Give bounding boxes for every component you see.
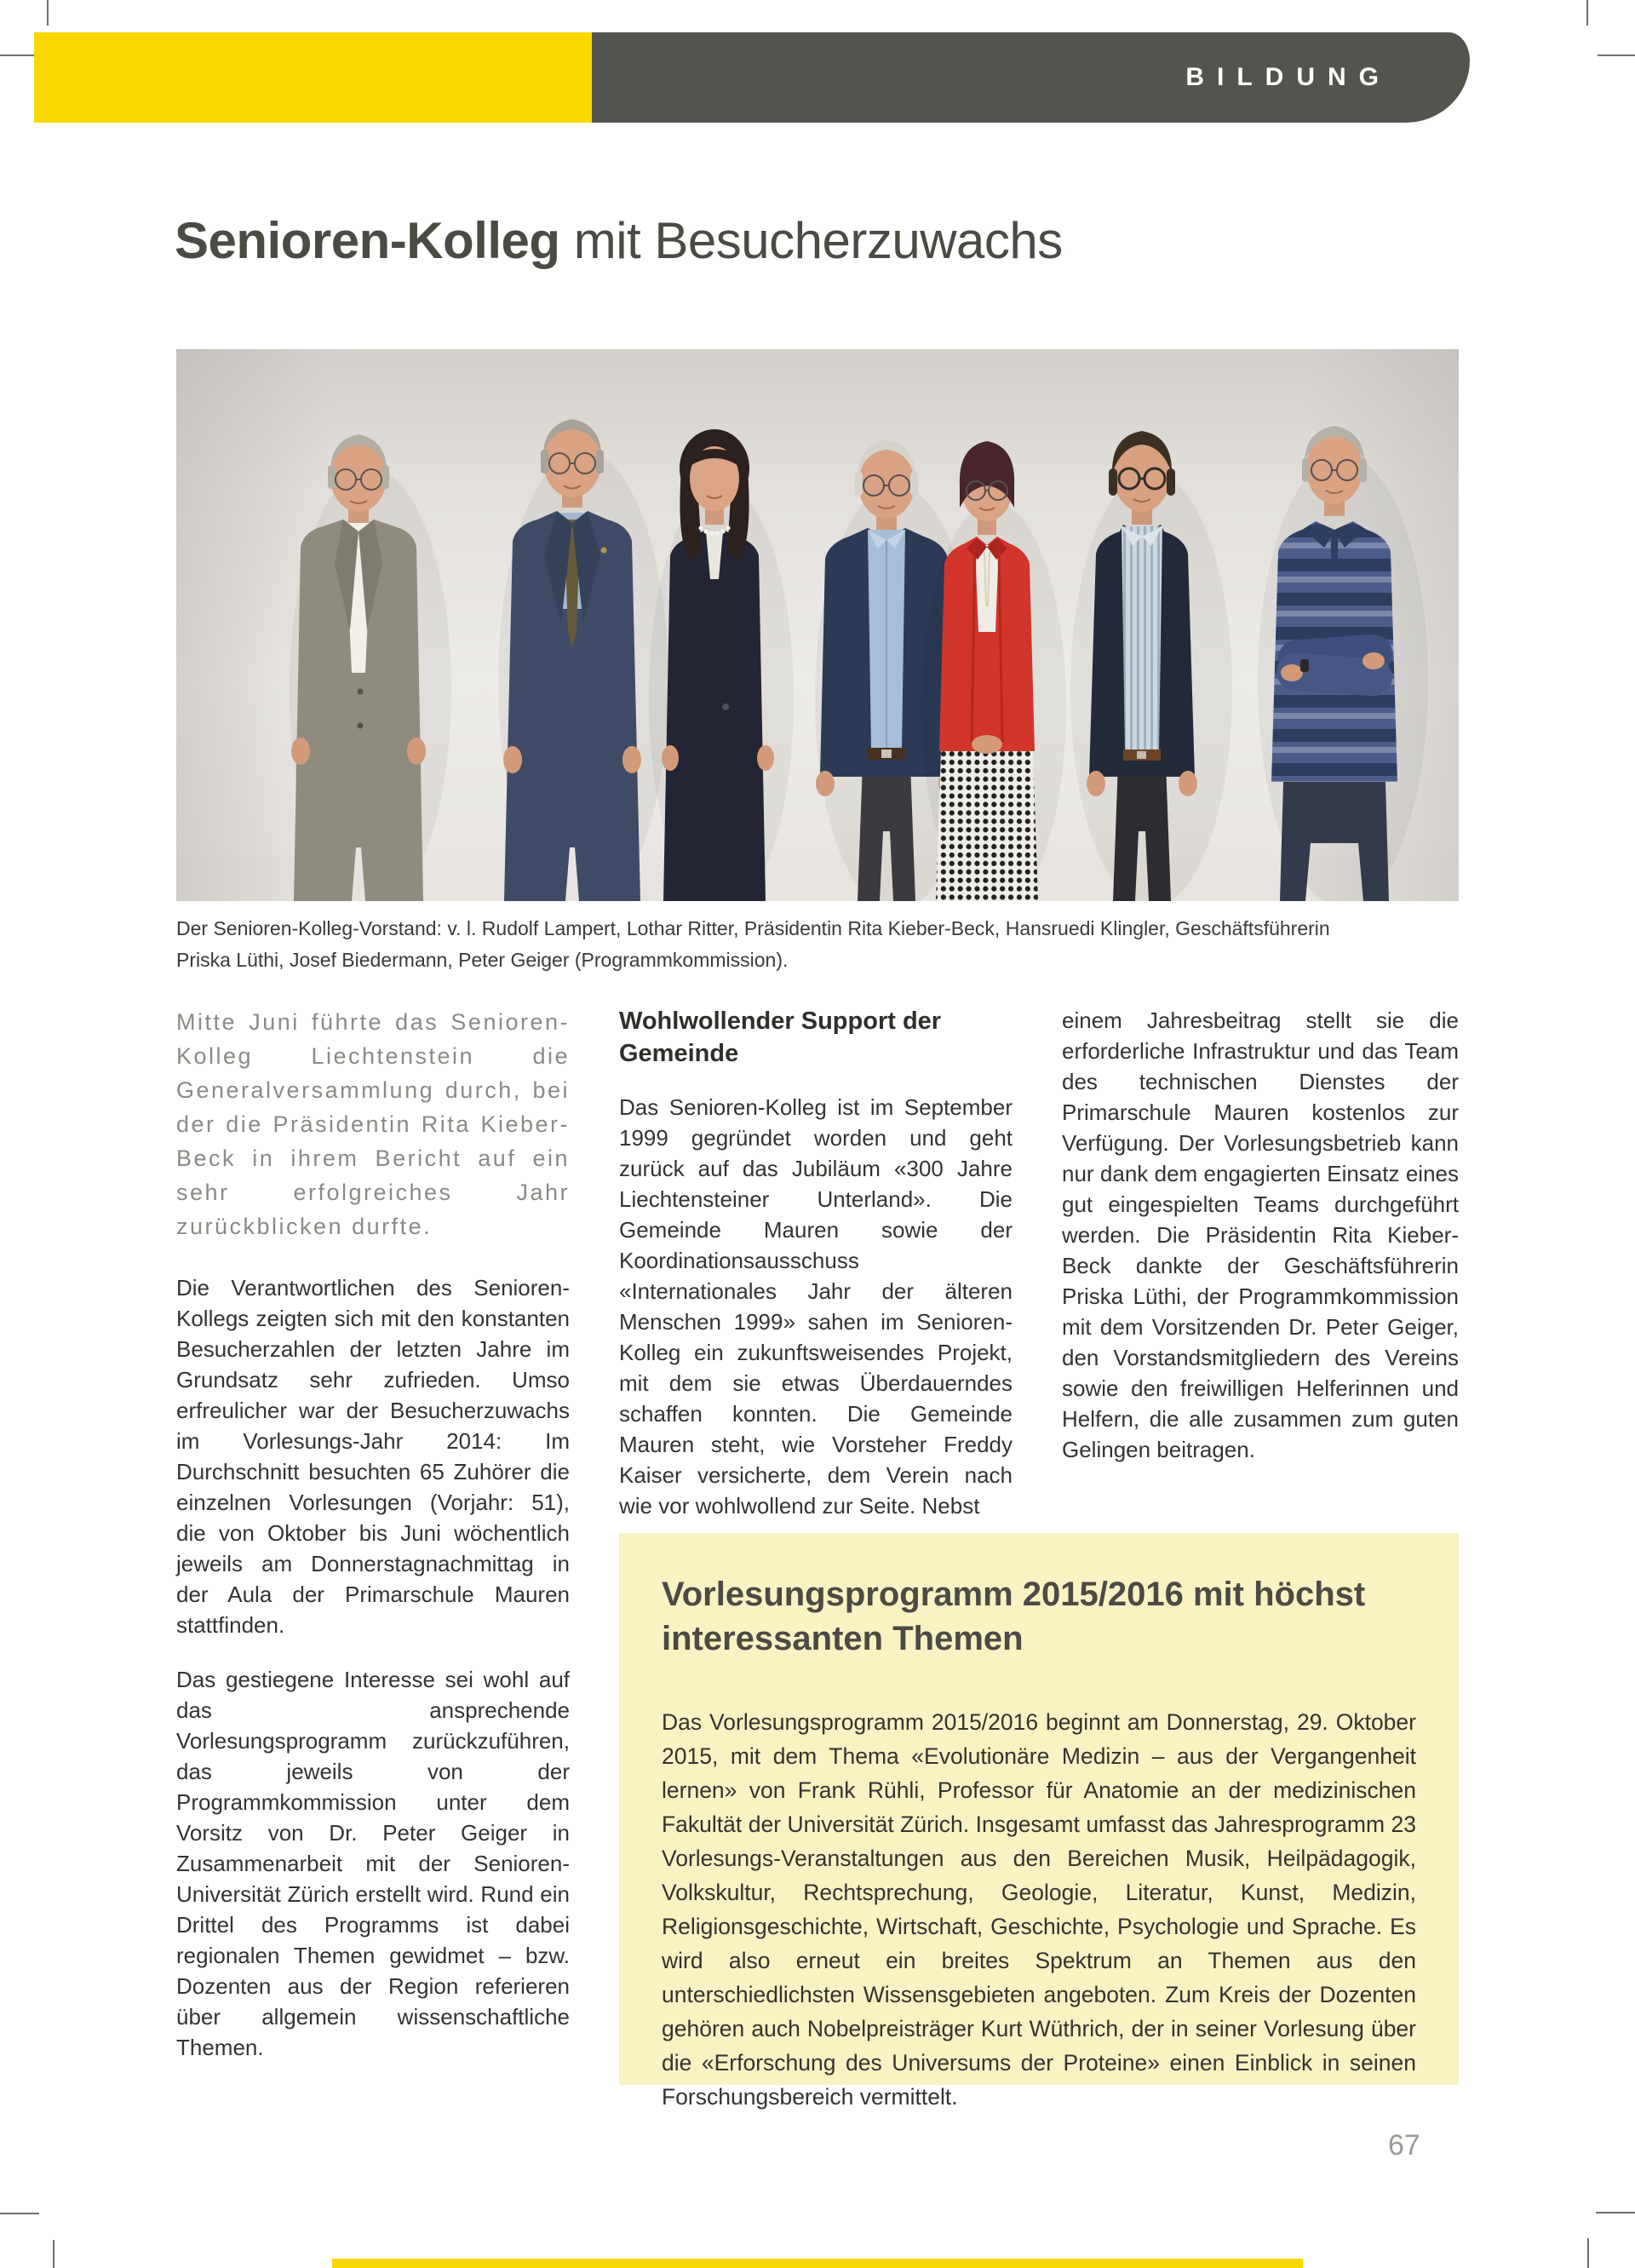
header-section-bar — [592, 32, 1470, 123]
header-yellow-bar — [34, 32, 592, 123]
board-photo — [176, 349, 1459, 901]
infobox-heading: Vorlesungsprogramm 2015/2016 mit höchst interessanten Themen — [662, 1576, 1366, 1657]
crop-mark-top-right — [1586, 0, 1588, 26]
article-paragraph: Das Senioren-Kolleg ist im September 1999 gegründet worden und geht zurück auf das Jubiläum «300 Jahre Liechtensteiner Unterland». Die Gemeinde Mauren sowie der Koordinationsausschuss «Internationales Jahr der älteren Menschen 1999» sahen im Senioren-Kolleg ein zukunftsweisendes Projekt, mit dem sie etwas Überdauerndes schaffen konnten. Die Gemeinde Mauren steht, wie Vorsteher Freddy Kaiser versicherte, dem Verein nach wie vor wohlwollend zur Seite. Nebst — [619, 1094, 1013, 1519]
section-label: BILDUNG — [1185, 63, 1391, 91]
program-infobox — [619, 1533, 1459, 2110]
article-column-2 — [619, 1005, 1013, 1545]
page-title-bold: Senioren-Kolleg — [175, 212, 560, 269]
infobox-body: Das Vorlesungsprogramm 2015/2016 beginnt am Donnerstag, 29. Oktober 2015, mit dem Thema «Evolutionäre Medizin – aus der Vergangenheit lernen» von Frank Rühli, Professor für Anatomie an der medizinischen Fakultät der Universität Zürich. Insgesamt umfasst das Jahresprogramm 23 Vorlesungs-Veranstaltungen aus den Bereichen Musik, Heilpädagogik, Volkskultur, Rechtsprechung, Geologie, Literatur, Kunst, Medizin, Religionsgeschichte, Wirtschaft, Geschichte, Psychologie und Sprache. Es wird also erneut ein breites Spektrum an Themen aus den unterschiedlichsten Wissensgebieten angeboten. Zum Kreis der Dozenten gehören auch Nobelpreisträger Kurt Wüthrich, der in seiner Vorlesung über die «Erforschung des Universums der Proteine» einen Einblick in seinen Forschungsbereich vermittelt. — [662, 1709, 1416, 2110]
article-column-1 — [176, 1005, 570, 2087]
crop-mark-top-left — [47, 0, 49, 26]
page-title-light: mit Besucherzuwachs — [559, 212, 1063, 269]
crop-mark-left-top — [0, 55, 37, 56]
crop-mark-left-bottom — [0, 2213, 39, 2214]
wristwatch — [1300, 659, 1309, 672]
crop-mark-right-top — [1598, 55, 1635, 56]
crop-mark-right-bottom — [1596, 2212, 1635, 2213]
crop-mark-bottom-left — [53, 2240, 54, 2268]
crop-mark-bottom-right — [1587, 2238, 1589, 2268]
subheading-support: Wohlwollender Support der Gemeinde — [619, 1008, 942, 1067]
page-number: 67 — [1388, 2129, 1420, 2162]
article-paragraph: Die Verantwortlichen des Senioren-Kollegs zeigten sich mit den konstanten Besucherzahlen der letzten Jahre im Grundsatz sehr zufrieden. Umso erfreulicher war der Besucherzuwachs im Vorlesungs-Jahr 2014: Im Durchschnitt besuchten 65 Zuhörer die einzelnen Vorlesungen (Vorjahr: 51), die von Oktober bis Juni wöchentlich jeweils am Donnerstagnachmittag in der Aula der Primarschule Mauren stattfinden. — [176, 1275, 570, 1638]
article-column-3 — [1062, 1005, 1459, 1489]
bottom-yellow-strip — [332, 2259, 1303, 2268]
photo-caption — [176, 913, 1462, 976]
caption-line-1: Der Senioren-Kolleg-Vorstand: v. l. Rudolf Lampert, Lothar Ritter, Präsidentin Rita Kieber-Beck, Hansruedi Klingler, Geschäftsführerin — [176, 917, 1330, 939]
article-paragraph: Das gestiegene Interesse sei wohl auf das ansprechende Vorlesungsprogramm zurückzuführen, das jeweils von der Programmkommission unter dem Vorsitz von Dr. Peter Geiger in Zusammenarbeit mit der Senioren-Universität Zürich erstellt wird. Rund ein Drittel des Programms ist dabei regionalen Themen gewidmet – bzw. Dozenten aus der Region referieren über allgemein wissenschaftliche Themen. — [176, 1667, 570, 2060]
article-paragraph: einem Jahresbeitrag stellt sie die erforderliche Infrastruktur und das Team des technischen Dienstes der Primarschule Mauren kostenlos zur Verfügung. Der Vorlesungsbetrieb kann nur dank dem engagierten Einsatz eines gut eingespielten Teams durchgeführt werden. Die Präsidentin Rita Kieber-Beck dankte der Geschäftsführerin Priska Lüthi, der Programmkommission mit dem Vorsitzenden Dr. Peter Geiger, den Vorstandsmitgliedern des Vereins sowie den freiwilligen Helferinnen und Helfern, die alle zusammen zum guten Gelingen beitragen. — [1062, 1008, 1459, 1462]
group-photo-illustration — [176, 349, 1459, 901]
caption-line-2: Priska Lüthi, Josef Biedermann, Peter Geiger (Programmkommission). — [176, 949, 789, 971]
article-lead: Mitte Juni führte das Senioren-Kolleg Liechtenstein die Generalversammlung durch, bei der die Präsidentin Rita Kieber-Beck in ihrem Bericht auf ein sehr erfolgreiches Jahr zurückblicken durfte. — [176, 1009, 570, 1239]
page-title — [175, 211, 1063, 270]
